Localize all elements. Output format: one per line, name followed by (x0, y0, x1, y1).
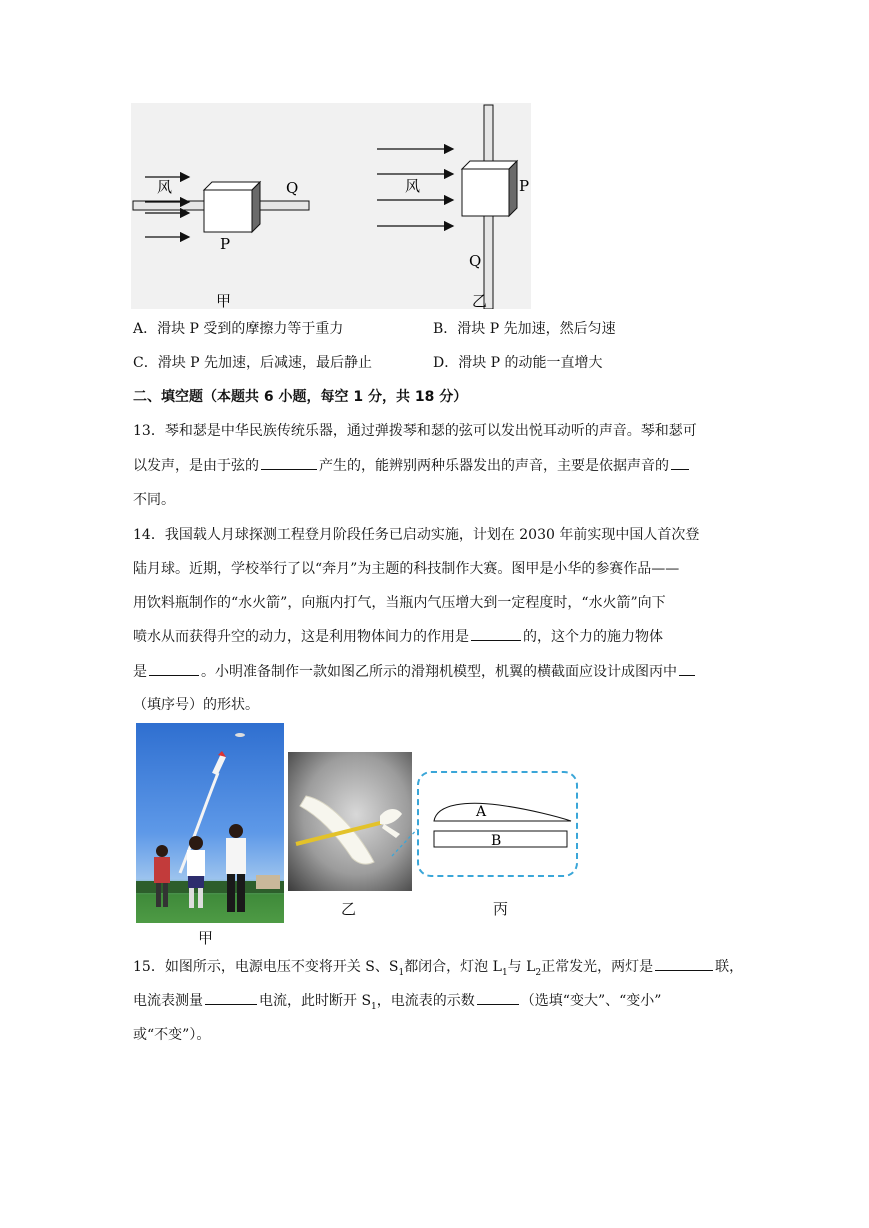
rocket-photo-svg (136, 723, 284, 923)
q15-text-1d: 正常发光，两灯是 (541, 959, 654, 975)
q15-sub-l1: 1 (501, 967, 508, 978)
q-label-jia: Q (286, 179, 299, 197)
q15-sub-s1b: 1 (371, 1001, 377, 1012)
q12-option-b: B．滑块 P 先加速，然后匀速 (433, 321, 616, 337)
q12-option-d: D．滑块 P 的动能一直增大 (433, 355, 603, 371)
wind-label-jia: 风 (157, 178, 173, 196)
diagram-jia (133, 177, 309, 309)
q15-text-1b: 都闭合，灯泡 L (404, 959, 502, 975)
q14-text-5b: 。小明准备制作一款如图乙所示的滑翔机模型，机翼的横截面应设计成图丙中 (201, 664, 677, 680)
q14-line-1: 14．我国载人月球探测工程登月阶段任务已启动实施，计划在 2030 年前实现中国人首次登 (133, 527, 700, 543)
q13-text-b: 产生的，能辨别两种乐器发出的声音，主要是依据声音的 (319, 458, 669, 474)
q13-text-a: 以发声，是由于弦的 (133, 458, 259, 474)
wing-label-a: A (476, 804, 487, 820)
q15-line-2 (133, 990, 661, 1012)
q15-blank-3[interactable] (477, 990, 519, 1005)
caption-photo-jia: 甲 (198, 929, 214, 947)
q15-text-2d: （选填“变大”、“变小” (520, 993, 662, 1009)
q13-line-1: 13．琴和瑟是中华民族传统乐器，通过弹拨琴和瑟的弦可以发出悦耳动听的声音。琴和瑟可 (133, 423, 697, 439)
q14-blank-1[interactable] (471, 626, 521, 641)
q14-text-5a: 是 (133, 664, 147, 680)
q15-text-1e: 联， (715, 959, 744, 975)
figure-wind-diagrams (131, 103, 531, 309)
rocket-launch-photo (136, 723, 284, 923)
p-label-yi: P (519, 177, 530, 195)
caption-yi: 乙 (472, 292, 488, 309)
wing-label-b: B (491, 833, 502, 849)
q14-blank-2[interactable] (149, 661, 199, 676)
caption-jia: 甲 (216, 292, 232, 309)
wing-section-diagram (417, 771, 578, 877)
q13-line-2 (133, 455, 691, 475)
q15-blank-1[interactable] (655, 956, 713, 971)
q14-line-4 (133, 626, 663, 646)
q12-option-a: A．滑块 P 受到的摩擦力等于重力 (133, 321, 344, 337)
q14-line-2: 陆月球。近期，学校举行了以“奔月”为主题的科技制作大赛。图甲是小华的参赛作品—— (133, 561, 680, 577)
q14-line-3: 用饮料瓶制作的“水火箭”，向瓶内打气，当瓶内气压增大到一定程度时，“水火箭”向下 (133, 595, 666, 611)
q14-line-6: （填序号）的形状。 (133, 697, 259, 713)
q15-text-2c: ，电流表的示数 (376, 993, 475, 1009)
q14-text-4b: 的，这个力的施力物体 (523, 629, 663, 645)
q14-line-5 (133, 661, 697, 681)
q15-blank-2[interactable] (205, 990, 257, 1005)
q15-text-2a: 电流表测量 (133, 993, 203, 1009)
q15-line-3: 或“不变”）。 (133, 1027, 211, 1043)
wind-diagram-svg (131, 103, 531, 309)
q-label-yi: Q (469, 252, 482, 270)
q13-blank-2[interactable] (671, 455, 689, 470)
caption-diagram-bing: 丙 (493, 900, 509, 918)
q12-option-c: C．滑块 P 先加速，后减速，最后静止 (133, 355, 373, 371)
q14-blank-3[interactable] (679, 661, 695, 676)
wing-section-svg (419, 773, 576, 875)
wind-label-yi: 风 (405, 177, 421, 195)
q13-blank-1[interactable] (261, 455, 317, 470)
students-figures (154, 824, 246, 912)
section-heading-fill-in: 二、填空题（本题共 6 小题，每空 1 分，共 18 分） (133, 389, 468, 405)
q14-text-4a: 喷水从而获得升空的动力，这是利用物体间力的作用是 (133, 629, 469, 645)
p-label-jia: P (220, 235, 231, 253)
q15-line-1 (133, 956, 743, 978)
diagram-yi (377, 105, 529, 309)
q15-sub-l2: 2 (535, 967, 542, 978)
q15-text-1c: 与 L (507, 959, 536, 975)
q15-text-1a: 15．如图所示，电源电压不变将开关 S、S (133, 959, 399, 975)
q15-text-2b: 电流，此时断开 S (259, 993, 372, 1009)
q13-line-3: 不同。 (133, 492, 175, 508)
q15-sub-s1: 1 (398, 967, 405, 978)
caption-photo-yi: 乙 (341, 900, 357, 918)
